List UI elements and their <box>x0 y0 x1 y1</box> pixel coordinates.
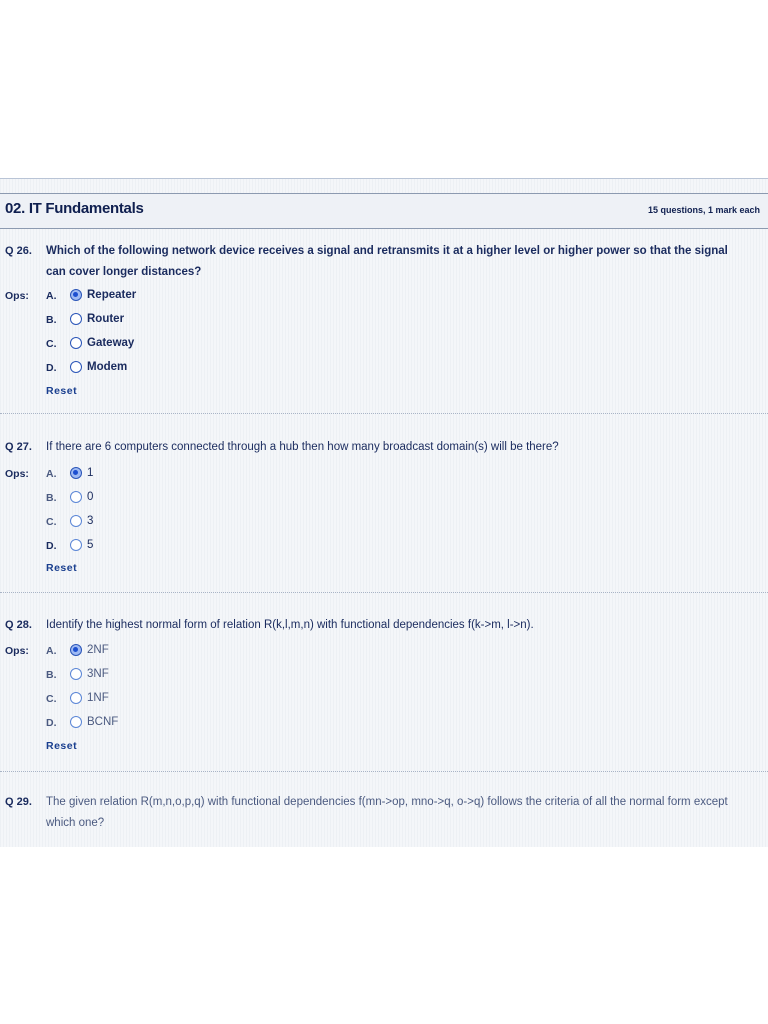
option-letter: B. <box>46 492 57 504</box>
divider <box>0 413 768 415</box>
divider <box>0 771 768 773</box>
option-letter: B. <box>46 669 57 681</box>
option-letter: C. <box>46 338 57 350</box>
question-number: Q 27. <box>5 441 32 453</box>
radio-icon[interactable] <box>70 313 82 325</box>
radio-icon[interactable] <box>70 491 82 503</box>
question-number: Q 26. <box>5 245 32 257</box>
reset-button[interactable]: Reset <box>46 562 78 574</box>
option-b[interactable] <box>46 313 346 331</box>
radio-icon[interactable] <box>70 361 82 373</box>
option-c[interactable] <box>46 692 346 710</box>
option-letter: D. <box>46 362 57 374</box>
radio-selected-icon[interactable] <box>70 644 82 656</box>
screen-area <box>0 178 768 847</box>
radio-icon[interactable] <box>70 668 82 680</box>
option-label: Router <box>87 313 125 325</box>
section-meta: 15 questions, 1 mark each <box>647 205 760 215</box>
option-a[interactable] <box>46 644 346 662</box>
ops-label: Ops: <box>5 645 29 657</box>
option-label: 3NF <box>87 668 109 680</box>
option-b[interactable] <box>46 668 346 686</box>
radio-icon[interactable] <box>70 515 82 527</box>
option-d[interactable] <box>46 716 346 734</box>
radio-icon[interactable] <box>70 539 82 551</box>
option-label: 5 <box>87 539 94 551</box>
section-title: 02. IT Fundamentals <box>5 200 144 217</box>
option-b[interactable] <box>46 491 346 509</box>
option-letter: C. <box>46 516 57 528</box>
option-label: 3 <box>87 515 94 527</box>
radio-selected-icon[interactable] <box>70 289 82 301</box>
ops-label: Ops: <box>5 468 29 480</box>
option-letter: A. <box>46 290 57 302</box>
question-text: The given relation R(m,n,o,p,q) with functional dependencies f(mn->op, mno->q, o->q) follows the criteria of all the normal form except which one? <box>46 796 728 829</box>
option-d[interactable] <box>46 539 346 557</box>
question-text: Identify the highest normal form of relation R(k,l,m,n) with functional dependencies f(k->m, l->n). <box>46 619 534 631</box>
question-text: If there are 6 computers connected through a hub then how many broadcast domain(s) will be there? <box>46 441 559 453</box>
option-label: 1NF <box>87 692 109 704</box>
option-c[interactable] <box>46 337 346 355</box>
ops-label: Ops: <box>5 290 29 302</box>
divider <box>0 592 768 594</box>
section-header <box>0 193 768 229</box>
option-label: 0 <box>87 491 94 503</box>
option-label: BCNF <box>87 716 119 728</box>
option-label: 2NF <box>87 644 109 656</box>
option-letter: D. <box>46 717 57 729</box>
option-letter: C. <box>46 693 57 705</box>
radio-selected-icon[interactable] <box>70 467 82 479</box>
option-d[interactable] <box>46 361 346 379</box>
option-letter: A. <box>46 645 57 657</box>
option-label: Repeater <box>87 289 137 301</box>
option-a[interactable] <box>46 289 346 307</box>
radio-icon[interactable] <box>70 716 82 728</box>
question-number: Q 28. <box>5 619 32 631</box>
option-c[interactable] <box>46 515 346 533</box>
option-letter: B. <box>46 314 57 326</box>
question-number: Q 29. <box>5 796 32 808</box>
radio-icon[interactable] <box>70 337 82 349</box>
reset-button[interactable]: Reset <box>46 385 78 397</box>
option-letter: A. <box>46 468 57 480</box>
option-a[interactable] <box>46 467 346 485</box>
reset-button[interactable]: Reset <box>46 740 78 752</box>
radio-icon[interactable] <box>70 692 82 704</box>
option-letter: D. <box>46 540 57 552</box>
question-text: Which of the following network device receives a signal and retransmits it at a higher level or higher power so that the signal can cover longer distances? <box>46 245 728 278</box>
option-label: 1 <box>87 467 94 479</box>
option-label: Gateway <box>87 337 135 349</box>
option-label: Modem <box>87 361 128 373</box>
